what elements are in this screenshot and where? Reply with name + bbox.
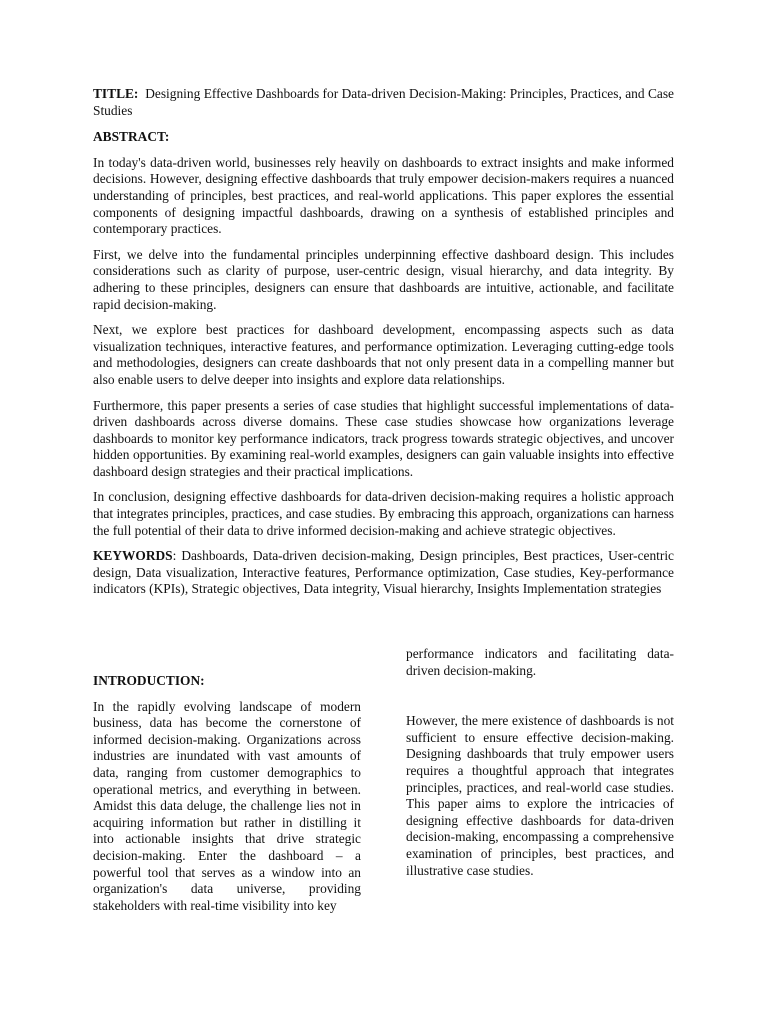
abstract-paragraph: In conclusion, designing effective dashboards for data-driven decision-making requires a holistic approach that integrates principles, practices, and case studies. By embracing this approach, organizations can harness the full potential of their data to drive informed decision-making and achieve strategic objectives. [93,489,674,538]
keywords [93,548,674,598]
introduction-heading: INTRODUCTION: [93,673,205,688]
paper-page [93,86,674,607]
introduction-paragraph: In the rapidly evolving landscape of modern business, data has become the cornerstone of informed decision-making. Organizations across industries are inundated with vast amounts of data, ranging from customer demographics to operational metrics, and everything in between. Amidst this data deluge, the challenge lies not in acquiring information but rather in distilling it into actionable insights that drive strategic decision-making. Enter the dashboard – a powerful tool that serves as a window into an organization's data universe, providing stakeholders with real-time visibility into key [93,698,361,913]
abstract-heading: ABSTRACT: [93,129,170,145]
right-column [406,646,674,879]
left-column [93,646,361,914]
introduction-paragraph-2: However, the mere existence of dashboards is not sufficient to ensure effective decision-making. Designing dashboards that truly empower users requires a thoughtful approach that integrates principles, practices, and real-world case studies. This paper aims to explore the intricacies of designing effective dashboards for data-driven decision-making, encompassing a comprehensive examination of principles, best practices, and illustrative case studies. [406,713,674,878]
abstract-paragraph: Next, we explore best practices for dashboard development, encompassing aspects such as data visualization techniques, interactive features, and performance optimization. Leveraging cutting-edge tools and methodologies, designers can create dashboards that not only present data in a compelling manner but also enable users to delve deeper into insights and explore data relationships. [93,322,674,387]
two-column-body [93,646,674,946]
paper-title [93,86,674,119]
abstract-paragraph: First, we delve into the fundamental principles underpinning effective dashboard design. This includes considerations such as clarity of purpose, user-centric design, visual hierarchy, and data integrity. By adhering to these principles, designers can ensure that dashboards are intuitive, actionable, and facilitate rapid decision-making. [93,246,674,312]
title-label: TITLE: [93,86,139,101]
introduction-continuation: performance indicators and facilitating data-driven decision-making. [406,646,674,678]
keywords-label: KEYWORDS [93,548,173,564]
keywords-text: : Dashboards, Data-driven decision-making, Design principles, Best practices, User-centric design, Data visualization, Interactive features, Performance optimization, Case studies, Key-performance indicators (KPIs), Strategic objectives, Data integrity, Visual hierarchy, Insights Implementation strategies [93,548,674,597]
title-text: Designing Effective Dashboards for Data-driven Decision-Making: Principles, Practices, and Case Studies [93,86,674,118]
abstract-paragraph: In today's data-driven world, businesses rely heavily on dashboards to extract insights and make informed decisions. However, designing effective dashboards that truly empower decision-makers requires a nuanced understanding of principles, best practices, and real-world applications. This paper explores the essential components of designing impactful dashboards, drawing on a synthesis of established principles and contemporary practices. [93,154,674,237]
abstract-paragraph: Furthermore, this paper presents a series of case studies that highlight successful implementations of data-driven dashboards across diverse domains. These case studies showcase how organizations leverage dashboards to monitor key performance indicators, track progress towards strategic objectives, and uncover hidden opportunities. By examining real-world examples, designers can gain valuable insights into effective dashboard design strategies and their practical implications. [93,397,674,479]
